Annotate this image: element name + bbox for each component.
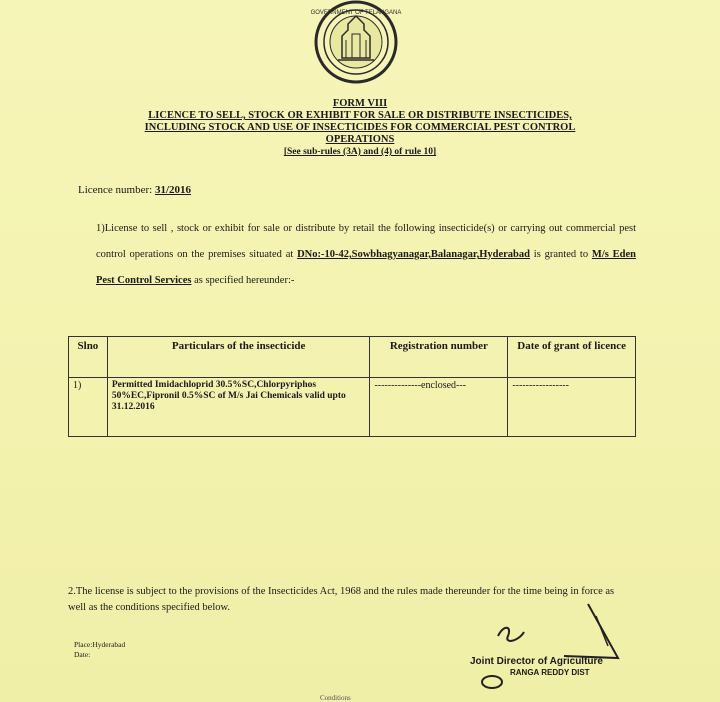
header-date: Date of grant of licence — [508, 337, 636, 378]
table-header-row — [69, 337, 636, 378]
licence-paragraph-2: 2.The license is subject to the provisions of the Insecticides Act, 1968 and the rules made thereunder for the time being in force as well as the conditions specified below. — [68, 586, 615, 613]
form-title: FORM VIII — [332, 98, 388, 109]
licence-paragraph-1 — [96, 216, 636, 294]
government-seal-emblem — [302, 0, 410, 88]
date-label: Date: — [74, 650, 91, 659]
licence-label: Licence number: — [78, 184, 153, 196]
cell-date: ----------------- — [508, 378, 636, 437]
table-row — [69, 378, 636, 437]
grantee-name: M/s Eden Pest Control Services — [96, 249, 636, 286]
heading-line-3: OPERATIONS — [325, 134, 395, 145]
heading-line-1: LICENCE TO SELL, STOCK OR EXHIBIT FOR SALE OR DISTRIBUTE INSECTICIDES, — [148, 110, 572, 121]
place-text: Place:Hyderabad — [74, 640, 126, 649]
cell-particulars: Permitted Imidachloprid 30.5%SC,Chlorpyriphos 50%EC,Fipronil 0.5%SC of M/s Jai Chemicals valid upto 31.12.2016 — [107, 378, 370, 437]
licence-number-line — [78, 184, 191, 196]
licence-number: 31/2016 — [154, 184, 192, 196]
para1-text-b: is granted to — [529, 249, 592, 260]
seal-text: GOVERNMENT OF TELANGANA — [310, 10, 402, 16]
place-date-block — [74, 640, 125, 660]
para1-text-a: 1)License to sell , stock or exhibit for sale or distribute by retail the following insecticide(s) or carrying out commercial pest control operations on the premises situated at — [96, 223, 636, 260]
premises-address: DNo:-10-42,Sowbhagyanagar,Balanagar,Hyderabad — [297, 249, 530, 260]
cell-slno: 1) — [69, 378, 108, 437]
cell-registration: --------------enclosed--- — [370, 378, 508, 437]
para1-text-c: as specified hereunder:- — [191, 275, 295, 286]
signatory-designation — [470, 656, 670, 678]
subrule-reference: [See sub-rules (3A) and (4) of rule 10] — [283, 147, 437, 157]
signatory-line-2: RANGA REDDY DIST — [510, 668, 590, 677]
signatory-line-1: Joint Director of Agriculture — [470, 656, 603, 667]
header-slno: Slno — [69, 337, 108, 378]
insecticide-table — [68, 336, 636, 437]
heading-line-2: INCLUDING STOCK AND USE OF INSECTICIDES FOR COMMERCIAL PEST CONTROL — [144, 122, 576, 133]
form-heading — [60, 98, 660, 158]
header-particulars: Particulars of the insecticide — [107, 337, 370, 378]
header-registration: Registration number — [370, 337, 508, 378]
conditions-footer: Conditions — [320, 694, 351, 702]
